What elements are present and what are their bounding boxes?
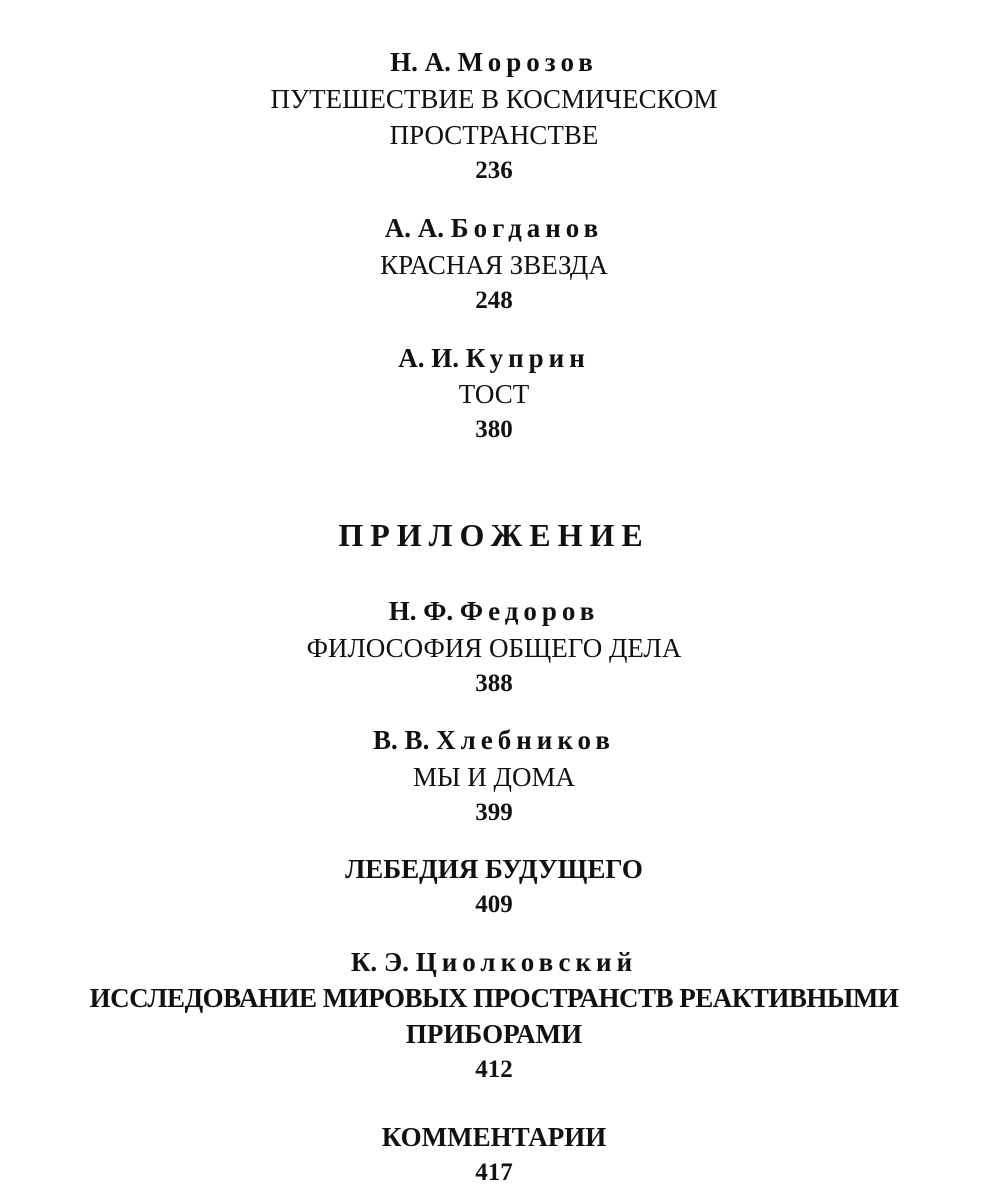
author-initials: А. А. (384, 213, 445, 243)
page-number: 417 (475, 1159, 513, 1186)
author-name (0, 595, 988, 627)
work-title-line: ПУТЕШЕСТВИЕ В КОСМИЧЕСКОМ (270, 84, 718, 114)
author-name (0, 212, 988, 244)
page-number: 248 (475, 287, 513, 314)
author-surname: Хлебников (436, 725, 615, 755)
author-initials: В. В. (373, 725, 430, 755)
section-heading-appendix: ПРИЛОЖЕНИЕ (338, 517, 650, 553)
page-number: 236 (475, 157, 513, 184)
page-number: 388 (475, 670, 513, 697)
author-name (0, 724, 988, 756)
work-title-line: ПРИБОРАМИ (405, 1019, 583, 1049)
comments-title: КОММЕНТАРИИ (381, 1122, 607, 1152)
work-title-line: ТОСТ (458, 379, 530, 409)
work-title-line: КРАСНАЯ ЗВЕЗДА (380, 250, 608, 280)
page-number: 399 (475, 799, 513, 826)
work-title-line: МЫ И ДОМА (413, 762, 575, 792)
author-surname: Циолковский (415, 947, 638, 977)
author-initials: Н. Ф. (388, 596, 454, 626)
author-initials: Н. А. (390, 47, 451, 77)
author-name (0, 342, 988, 374)
work-title-line: ЛЕБЕДИЯ БУДУЩЕГО (345, 854, 643, 884)
author-initials: А. И. (398, 343, 459, 373)
page-number: 412 (475, 1056, 513, 1083)
page-number: 380 (475, 416, 513, 443)
author-name (0, 946, 988, 978)
author-surname: Куприн (465, 343, 590, 373)
page-number: 409 (475, 891, 513, 918)
work-title-line: ФИЛОСОФИЯ ОБЩЕГО ДЕЛА (306, 633, 682, 663)
work-title-line: ПРОСТРАНСТВЕ (389, 120, 599, 150)
author-surname: Федоров (459, 596, 600, 626)
author-surname: Богданов (450, 213, 604, 243)
author-initials: К. Э. (350, 947, 409, 977)
author-name (0, 46, 988, 78)
work-title-line: ИССЛЕДОВАНИЕ МИРОВЫХ ПРОСТРАНСТВ РЕАКТИВНЫМИ (89, 983, 899, 1013)
author-surname: Морозов (457, 47, 598, 77)
